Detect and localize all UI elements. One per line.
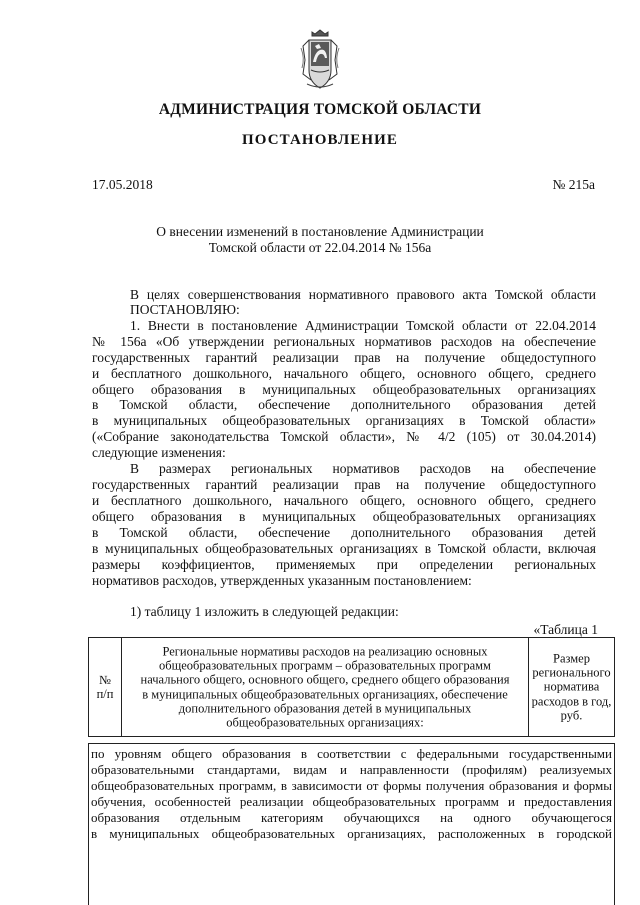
header-text: Региональные нормативы расходов на реализацию основных <box>162 644 488 659</box>
body-line: в муниципальных общеобразовательных организациях в Томской области, включая <box>92 541 596 556</box>
body-line: общего образования в муниципальных общеобразовательных организациях <box>92 382 596 397</box>
body-line: государственных гарантий реализации прав на получение общедоступного <box>92 477 596 492</box>
table-row-line: общеобразовательных программ, в зависимости от формы получения образования и формы <box>91 778 612 793</box>
body-line: В целях совершенствования нормативного правового акта Томской области <box>130 287 596 302</box>
header-text: общеобразовательных программ – образовательных программ <box>159 658 491 673</box>
body-line: № 156а «Об утверждении региональных нормативов расходов на обеспечение <box>92 334 596 349</box>
body-line: и бесплатного дошкольного, начального общего, основного общего, среднего <box>92 493 596 508</box>
table-row-line: по уровням общего образования в соответствии с федеральными государственными <box>91 746 612 761</box>
header-cell-number <box>89 638 122 736</box>
body-line: общего образования в муниципальных общеобразовательных организациях <box>92 509 596 524</box>
table-header-row <box>88 637 615 737</box>
header-text: в муниципальных общеобразовательных организациях, обеспечение <box>142 687 508 701</box>
norms-table <box>88 637 615 737</box>
header-text: начального общего, основного общего, среднего общего образования <box>140 672 510 687</box>
body-line: ПОСТАНОВЛЯЮ: <box>130 302 240 317</box>
header-text: расходов в год, <box>531 694 612 709</box>
body-line: В размерах региональных нормативов расходов на обеспечение <box>130 461 596 476</box>
body-line: государственных гарантий реализации прав на получение общедоступного <box>92 350 596 365</box>
body-line: 1. Внести в постановление Администрации Томской области от 22.04.2014 <box>130 318 596 333</box>
table-row-line: обучения, особенностей реализации общеобразовательных программ и предоставления <box>91 794 612 809</box>
body-line: следующие изменения: <box>92 445 226 460</box>
body-line: и бесплатного дошкольного, начального общего, основного общего, среднего <box>92 366 596 381</box>
header-text: руб. <box>560 708 583 723</box>
subject-line: Томской области от 22.04.2014 № 156а <box>208 240 432 255</box>
table-row <box>88 743 615 905</box>
header-text: Размер <box>553 651 590 666</box>
body-line: 1) таблицу 1 изложить в следующей редакции: <box>130 604 399 619</box>
coat-of-arms-icon <box>299 28 341 92</box>
body-line: в Томской области, обеспечение дополнительного образования детей <box>92 397 596 412</box>
body-line: («Собрание законодательства Томской области», № 4/2 (105) от 30.04.2014) <box>92 429 596 444</box>
table-row-line: образования отдельным категориям обучающихся на одного обучающегося <box>91 810 612 825</box>
document-type: ПОСТАНОВЛЕНИЕ <box>241 132 399 148</box>
header-text: п/п <box>96 687 114 701</box>
header-cell-amount <box>529 638 614 736</box>
body-line: в муниципальных общеобразовательных организациях в Томской области» <box>92 413 596 428</box>
header-text: № <box>99 672 111 687</box>
table-row-line: в муниципальных общеобразовательных организациях, расположенных в городской <box>91 826 612 841</box>
document-number: № 215а <box>552 177 595 192</box>
organization-title: АДМИНИСТРАЦИЯ ТОМСКОЙ ОБЛАСТИ <box>158 101 482 118</box>
header-text: дополнительного образования детей в муниципальных <box>178 701 472 716</box>
body-line: размеры коэффициентов, применяемых при определении региональных <box>92 557 596 572</box>
header-cell-description <box>122 638 529 736</box>
body-line: нормативов расходов, утвержденных указанным постановлением: <box>92 573 472 588</box>
subject-line: О внесении изменений в постановление Администрации <box>156 224 484 239</box>
header-text: общеобразовательных организациях: <box>226 715 424 730</box>
document-date: 17.05.2018 <box>92 177 153 192</box>
table-caption: «Таблица 1 <box>533 622 598 637</box>
table-row-line: образовательными стандартами, видам и направленности (профилям) реализуемых <box>91 762 612 777</box>
body-line: в Томской области, обеспечение дополнительного образования детей <box>92 525 596 540</box>
header-text: норматива <box>543 679 600 694</box>
header-text: регионального <box>532 665 611 680</box>
